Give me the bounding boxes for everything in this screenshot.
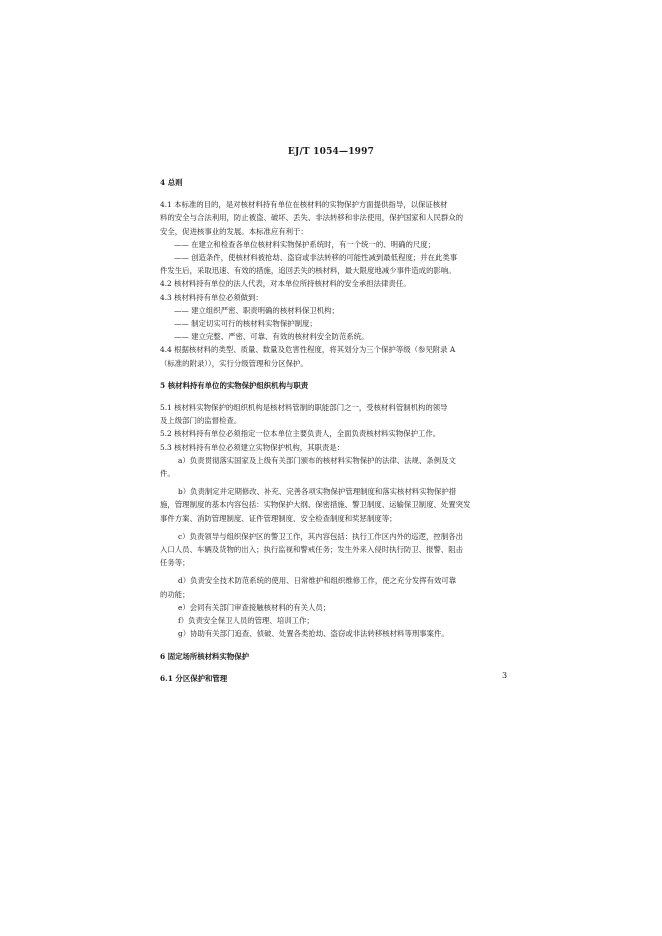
page-number: 3 xyxy=(502,671,508,680)
clause-5-1-line-1: 5.1 核材料实物保护的组织机构是核材料管制的职能部门之一，受核材料管制机构的领导 xyxy=(160,403,448,413)
item-e: e）会同有关部门审查接触核材料的有关人员； xyxy=(178,602,331,612)
clause-5-1-line-2: 及上级部门的监督检查。 xyxy=(160,416,242,426)
section-4-heading: 4 总则 xyxy=(160,178,183,187)
dash-item-5: —— 建立完整、严密、可靠、有效的核材料安全防范系统。 xyxy=(174,332,369,342)
dash-item-2-line-1: —— 创造条件，使核材料被抢劫、盗窃或非法转移的可能性减到最低程度；并在此类事 xyxy=(174,253,458,263)
section-6-heading: 6 固定场所核材料实物保护 xyxy=(160,651,250,661)
clause-5-3: 5.3 核材料持有单位必须建立实物保护机构，其职责是： xyxy=(160,442,345,452)
page-body xyxy=(160,176,520,685)
clause-4-1-line-3: 安全，促进核事业的发展。本标准应有利于： xyxy=(160,226,308,236)
item-a-line-1: a）负责贯彻落实国家及上级有关部门颁布的核材料实物保护的法律、法规、条例及文 xyxy=(178,455,456,465)
dash-item-3: —— 建立组织严密、职责明确的核材料保卫机构； xyxy=(174,305,339,315)
item-a-line-2: 件。 xyxy=(160,469,175,479)
item-c-line-1: c）负责领导与组织保护区的警卫工作，其内容包括：执行工作区内外的巡逻，控制各出 xyxy=(178,531,463,541)
dash-item-2-line-2: 件发生后，采取迅速、有效的措施，追回丢失的核材料，最大限度地减少事件造成的影响。 xyxy=(160,266,456,276)
item-b-line-1: b）负责制定并定期修改、补充、完善各项实物保护管理制度和落实核材料实物保护措 xyxy=(178,487,457,497)
item-b-line-2: 施，管理制度的基本内容包括：实物保护大纲、保密措施、警卫制度、运输保卫制度、处置突发 xyxy=(160,500,471,510)
clause-4-4-line-1: 4.4 根据核材料的类型、质量、数量及危害性程度，将其划分为三个保护等级（参见附录 A xyxy=(160,345,456,355)
clause-6-1: 6.1 分区保护和管理 xyxy=(160,673,228,683)
item-d-line-1: d）负责安全技术防范系统的使用、日常维护和组织维修工作，使之充分发挥有效可靠 xyxy=(178,576,457,586)
item-b-line-3: 事件方案、消防管理制度、证件管理制度、安全检查制度和奖惩制度等； xyxy=(160,513,397,523)
section-5-heading: 5 核材料持有单位的实物保护组织机构与职责 xyxy=(160,380,309,390)
item-d-line-2: 的功能； xyxy=(160,589,190,599)
clause-4-3: 4.3 核材料持有单位必须做到： xyxy=(160,292,263,302)
item-f: f）负责安全保卫人员的管理、培训工作； xyxy=(178,616,314,626)
clause-4-1-line-1: 4.1 本标准的目的，是对核材料持有单位在核材料的实物保护方面提供指导，以保证核材 xyxy=(160,200,448,210)
clause-5-2: 5.2 核材料持有单位必须指定一位本单位主要负责人，全面负责核材料实物保护工作。 xyxy=(160,429,441,439)
document-code: EJ/T 1054—1997 xyxy=(287,147,375,157)
dash-item-4: —— 制定切实可行的核材料实物保护制度； xyxy=(174,319,317,329)
clause-4-2: 4.2 核材料持有单位的法人代表，对本单位所持核材料的安全承担法律责任。 xyxy=(160,279,411,289)
dash-item-1: —— 在建立和检查各单位核材料实物保护系统时，有一个统一的、明确的尺度； xyxy=(174,239,436,249)
item-c-line-2: 入口人员、车辆及货物的出入；执行监视和警戒任务；发生外来入侵时执行防卫、报警、阻击 xyxy=(160,545,464,555)
clause-4-4-line-2: （标准的附录）），实行分级管理和分区保护。 xyxy=(160,358,308,368)
item-c-line-3: 任务等； xyxy=(160,558,190,568)
item-g: g）协助有关部门追查、侦破、处置各类抢劫、盗窃或非法转移核材料等刑事案件。 xyxy=(178,629,449,639)
clause-4-1-line-2: 料的安全与合法利用，防止被盗、破坏、丢失、非法转移和非法使用，保护国家和人民群众的 xyxy=(160,213,464,223)
